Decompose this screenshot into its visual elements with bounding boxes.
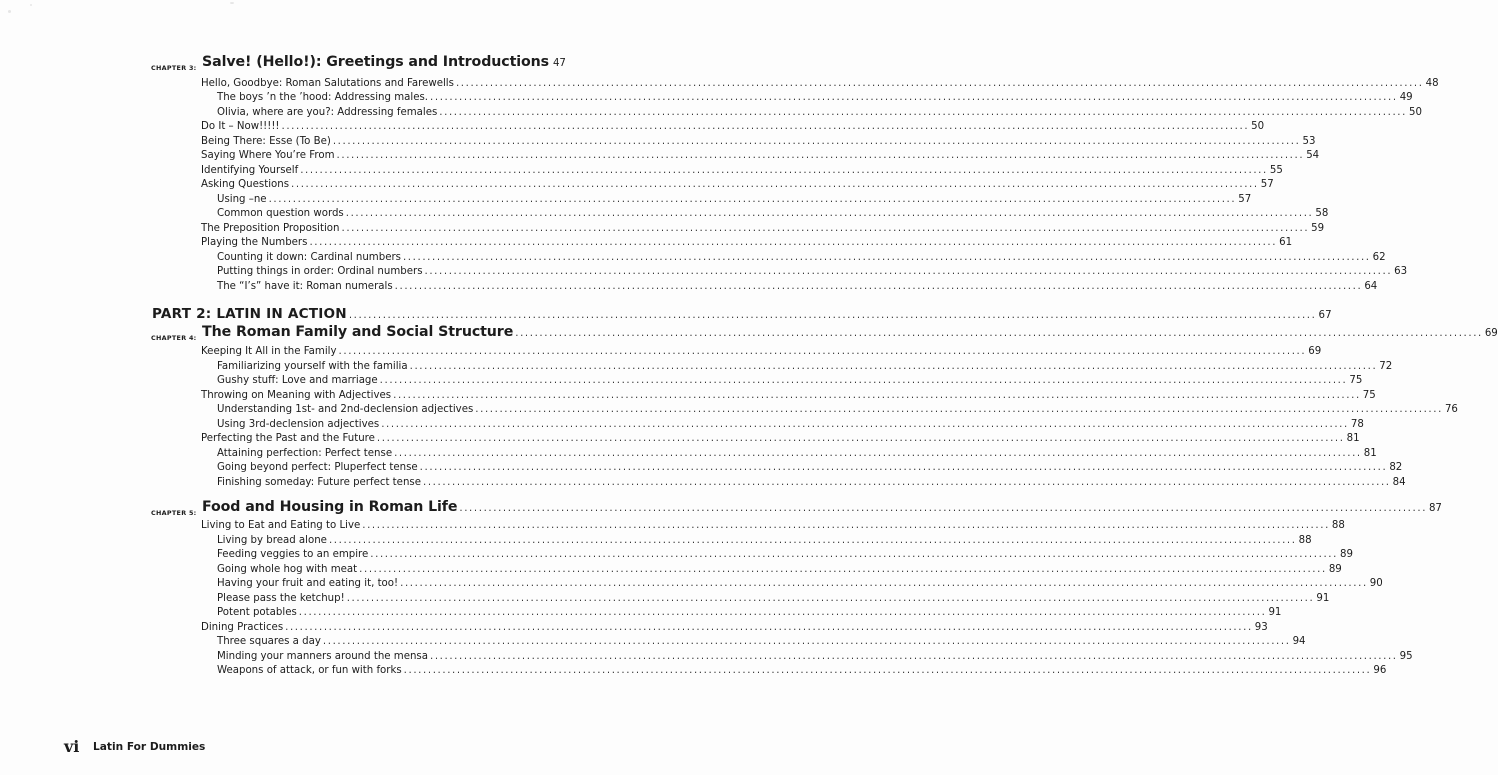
entry-page-number: 50 <box>1408 107 1422 118</box>
entry-title: Throwing on Meaning with Adjectives <box>201 390 392 401</box>
toc-subsection-entry[interactable] <box>217 107 1422 118</box>
entry-title: Counting it down: Cardinal numbers <box>217 252 401 263</box>
dot-leader: ........................................................................................................................................................................................................ <box>336 150 1305 161</box>
entry-page-number: 81 <box>1346 433 1360 444</box>
toc-subsection-entry[interactable] <box>217 419 1364 430</box>
dot-leader: ........................................................................................................................................................................................................ <box>422 477 1391 488</box>
entry-title: Being There: Esse (To Be) <box>201 136 331 147</box>
dot-leader: ........................................................................................................................................................................................................ <box>394 448 1362 459</box>
toc-subsection-entry[interactable] <box>217 549 1353 560</box>
toc-chapter-entry[interactable] <box>202 54 566 70</box>
dot-leader: ........................................................................................................................................................................................................ <box>370 549 1338 560</box>
toc-section-entry[interactable] <box>201 150 1320 161</box>
entry-title: Understanding 1st- and 2nd-declension adjectives <box>217 404 474 415</box>
entry-page-number: 53 <box>1302 136 1316 147</box>
entry-title: Living to Eat and Eating to Live <box>201 520 361 531</box>
dot-leader: ........................................................................................................................................................................................................ <box>409 361 1378 372</box>
chapter-tag: CHAPTER 3: <box>151 64 197 72</box>
dot-leader: ........................................................................................................................................................................................................ <box>268 194 1237 205</box>
entry-page-number: 57 <box>1260 179 1274 190</box>
entry-title: PART 2: LATIN IN ACTION <box>152 306 347 322</box>
entry-page-number: 94 <box>1292 636 1306 647</box>
toc-section-entry[interactable] <box>201 390 1376 401</box>
toc-subsection-entry[interactable] <box>217 375 1363 386</box>
toc-subsection-entry[interactable] <box>217 361 1393 372</box>
dot-leader: ........................................................................................................................................................................................................ <box>455 78 1424 89</box>
entry-title: Identifying Yourself <box>201 165 299 176</box>
entry-title: Weapons of attack, or fun with forks <box>217 665 402 676</box>
entry-title: Please pass the ketchup! <box>217 593 345 604</box>
entry-title: The Roman Family and Social Structure <box>202 324 514 340</box>
toc-section-entry[interactable] <box>201 136 1316 147</box>
toc-subsection-entry[interactable] <box>217 607 1282 618</box>
dot-leader: ........................................................................................................................................................................................................ <box>402 252 1371 263</box>
toc-subsection-entry[interactable] <box>217 266 1408 277</box>
paper-speck <box>30 4 32 6</box>
toc-section-entry[interactable] <box>201 78 1439 89</box>
dot-leader: ........................................................................................................................................................................................................ <box>359 564 1327 575</box>
entry-page-number: 50 <box>1251 121 1265 132</box>
dot-leader: ........................................................................................................................................................................................................ <box>362 520 1330 531</box>
entry-title: Playing the Numbers <box>201 237 308 248</box>
toc-part-entry[interactable] <box>152 306 1332 322</box>
entry-page-number: 69 <box>1308 346 1322 357</box>
entry-page-number: 62 <box>1372 252 1386 263</box>
dot-leader: ........................................................................................................................................................................................................ <box>393 390 1361 401</box>
entry-title: The “I’s” have it: Roman numerals <box>217 281 393 292</box>
toc-section-entry[interactable] <box>201 179 1274 190</box>
entry-page-number: 55 <box>1269 165 1283 176</box>
entry-title: Living by bread alone <box>217 535 327 546</box>
entry-title: Familiarizing yourself with the familia <box>217 361 408 372</box>
entry-page-number: 64 <box>1364 281 1378 292</box>
dot-leader: ........................................................................................................................................................................................................ <box>285 622 1253 633</box>
dot-leader: ........................................................................................................................................................................................................ <box>348 310 1317 321</box>
dot-leader: ........................................................................................................................................................................................................ <box>439 107 1407 118</box>
toc-section-entry[interactable] <box>201 520 1345 531</box>
entry-title: Perfecting the Past and the Future <box>201 433 375 444</box>
entry-page-number: 96 <box>1373 665 1387 676</box>
dot-leader: ........................................................................................................................................................................................................ <box>475 404 1443 415</box>
entry-title: The Preposition Proposition <box>201 223 340 234</box>
entry-page-number: 47 <box>553 58 566 69</box>
dot-leader: ........................................................................................................................................................................................................ <box>309 237 1278 248</box>
entry-title: Common question words <box>217 208 344 219</box>
toc-subsection-entry[interactable] <box>217 281 1378 292</box>
entry-title: Potent potables <box>217 607 297 618</box>
dot-leader: ........................................................................................................................................................................................................ <box>345 208 1314 219</box>
entry-title: Asking Questions <box>201 179 290 190</box>
entry-title: Going whole hog with meat <box>217 564 358 575</box>
toc-subsection-entry[interactable] <box>217 636 1306 647</box>
dot-leader: ........................................................................................................................................................................................................ <box>394 281 1363 292</box>
entry-page-number: 57 <box>1238 194 1252 205</box>
entry-page-number: 63 <box>1394 266 1408 277</box>
toc-subsection-entry[interactable] <box>217 593 1330 604</box>
dot-leader: ........................................................................................................................................................................................................ <box>424 266 1393 277</box>
running-footer-title: Latin For Dummies <box>93 741 206 753</box>
chapter-tag: CHAPTER 5: <box>151 509 197 517</box>
toc-subsection-entry[interactable] <box>217 564 1342 575</box>
toc-subsection-entry[interactable] <box>217 194 1252 205</box>
dot-leader: ........................................................................................................................................................................................................ <box>341 223 1310 234</box>
toc-chapter-entry[interactable] <box>202 499 1442 515</box>
dot-leader: ........................................................................................................................................................................................................ <box>430 92 1398 103</box>
entry-title: Olivia, where are you?: Addressing females <box>217 107 438 118</box>
entry-title: Do It – Now!!!!! <box>201 121 280 132</box>
paper-speck <box>8 10 11 13</box>
toc-subsection-entry[interactable] <box>217 208 1329 219</box>
toc-subsection-entry[interactable] <box>217 252 1386 263</box>
entry-page-number: 75 <box>1349 375 1363 386</box>
entry-page-number: 78 <box>1350 419 1364 430</box>
entry-title: Hello, Goodbye: Roman Salutations and Farewells <box>201 78 454 89</box>
entry-title: The boys ’n the ’hood: Addressing males. <box>217 92 429 103</box>
entry-page-number: 87 <box>1429 503 1442 514</box>
toc-section-entry[interactable] <box>201 622 1268 633</box>
toc-section-entry[interactable] <box>201 223 1325 234</box>
entry-page-number: 90 <box>1369 578 1383 589</box>
entry-title: Using 3rd-declension adjectives <box>217 419 380 430</box>
dot-leader: ........................................................................................................................................................................................................ <box>291 179 1259 190</box>
entry-page-number: 81 <box>1363 448 1377 459</box>
toc-subsection-entry[interactable] <box>217 535 1312 546</box>
entry-page-number: 82 <box>1389 462 1403 473</box>
dot-leader: ........................................................................................................................................................................................................ <box>459 503 1428 514</box>
entry-page-number: 89 <box>1328 564 1342 575</box>
toc-subsection-entry[interactable] <box>217 448 1377 459</box>
dot-leader: ........................................................................................................................................................................................................ <box>400 578 1368 589</box>
dot-leader: ........................................................................................................................................................................................................ <box>379 375 1348 386</box>
dot-leader: ........................................................................................................................................................................................................ <box>328 535 1297 546</box>
dot-leader: ........................................................................................................................................................................................................ <box>281 121 1250 132</box>
entry-title: Three squares a day <box>217 636 321 647</box>
entry-page-number: 93 <box>1254 622 1268 633</box>
entry-page-number: 91 <box>1268 607 1282 618</box>
entry-title: Feeding veggies to an empire <box>217 549 369 560</box>
paper-speck <box>230 2 234 4</box>
entry-page-number: 49 <box>1399 92 1413 103</box>
entry-page-number: 69 <box>1484 328 1498 339</box>
entry-page-number: 88 <box>1298 535 1312 546</box>
entry-title: Gushy stuff: Love and marriage <box>217 375 378 386</box>
entry-page-number: 59 <box>1311 223 1325 234</box>
entry-page-number: 58 <box>1315 208 1329 219</box>
entry-page-number: 75 <box>1362 390 1376 401</box>
dot-leader: ........................................................................................................................................................................................................ <box>338 346 1307 357</box>
dot-leader: ........................................................................................................................................................................................................ <box>332 136 1301 147</box>
toc-subsection-entry[interactable] <box>217 462 1403 473</box>
entry-page-number: 61 <box>1279 237 1293 248</box>
entry-page-number: 89 <box>1339 549 1353 560</box>
entry-title: Putting things in order: Ordinal numbers <box>217 266 423 277</box>
entry-page-number: 88 <box>1331 520 1345 531</box>
dot-leader: ........................................................................................................................................................................................................ <box>381 419 1349 430</box>
entry-title: Salve! (Hello!): Greetings and Introductions <box>202 54 550 70</box>
toc-section-entry[interactable] <box>201 346 1322 357</box>
dot-leader: ........................................................................................................................................................................................................ <box>298 607 1267 618</box>
entry-title: Dining Practices <box>201 622 284 633</box>
toc-subsection-entry[interactable] <box>217 92 1413 103</box>
entry-title: Minding your manners around the mensa <box>217 651 428 662</box>
entry-page-number: 76 <box>1444 404 1458 415</box>
entry-title: Using –ne <box>217 194 267 205</box>
toc-chapter-entry[interactable] <box>202 324 1498 340</box>
entry-title: Finishing someday: Future perfect tense <box>217 477 421 488</box>
page-number-roman: vi <box>64 737 80 756</box>
dot-leader: ........................................................................................................................................................................................................ <box>419 462 1388 473</box>
entry-title: Going beyond perfect: Pluperfect tense <box>217 462 418 473</box>
entry-page-number: 91 <box>1316 593 1330 604</box>
entry-title: Food and Housing in Roman Life <box>202 499 458 515</box>
toc-subsection-entry[interactable] <box>217 578 1383 589</box>
entry-title: Saying Where You’re From <box>201 150 335 161</box>
toc-subsection-entry[interactable] <box>217 651 1413 662</box>
toc-section-entry[interactable] <box>201 121 1265 132</box>
toc-subsection-entry[interactable] <box>217 477 1406 488</box>
dot-leader: ........................................................................................................................................................................................................ <box>429 651 1398 662</box>
dot-leader: ........................................................................................................................................................................................................ <box>300 165 1268 176</box>
dot-leader: ........................................................................................................................................................................................................ <box>346 593 1315 604</box>
entry-page-number: 72 <box>1379 361 1393 372</box>
entry-page-number: 84 <box>1392 477 1406 488</box>
entry-page-number: 54 <box>1306 150 1320 161</box>
entry-page-number: 95 <box>1399 651 1413 662</box>
dot-leader: ........................................................................................................................................................................................................ <box>403 665 1372 676</box>
chapter-tag: CHAPTER 4: <box>151 334 197 342</box>
dot-leader: ........................................................................................................................................................................................................ <box>322 636 1291 647</box>
entry-title: Attaining perfection: Perfect tense <box>217 448 393 459</box>
toc-subsection-entry[interactable] <box>217 404 1458 415</box>
entry-page-number: 67 <box>1318 310 1332 321</box>
entry-title: Keeping It All in the Family <box>201 346 337 357</box>
dot-leader: ........................................................................................................................................................................................................ <box>515 328 1483 339</box>
entry-title: Having your fruit and eating it, too! <box>217 578 399 589</box>
dot-leader: ........................................................................................................................................................................................................ <box>376 433 1345 444</box>
toc-subsection-entry[interactable] <box>217 665 1387 676</box>
toc-section-entry[interactable] <box>201 237 1293 248</box>
toc-section-entry[interactable] <box>201 165 1283 176</box>
entry-page-number: 48 <box>1425 78 1439 89</box>
toc-section-entry[interactable] <box>201 433 1360 444</box>
